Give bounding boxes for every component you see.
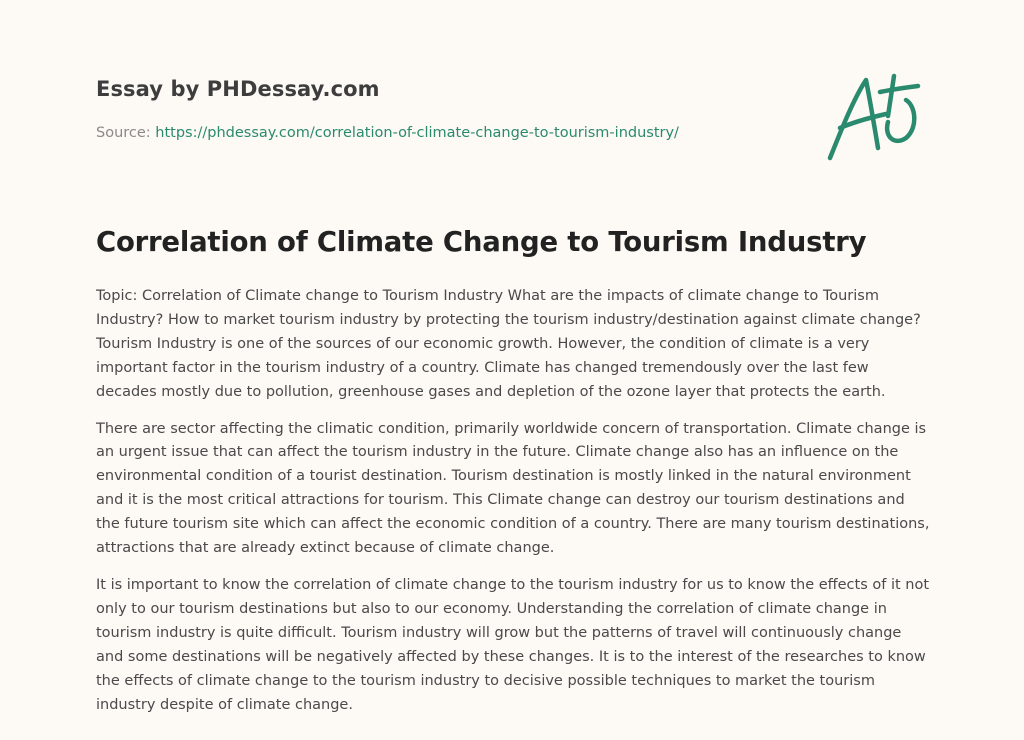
essay-paragraph: It is important to know the correlation of climate change to the tourism industry for us to know the effects of it not only to our tourism destinations but also to our economy. Understanding the correlation of climate change in tourism industry is quite difficult. Tourism industry will grow but the patterns of travel will continuously change and some destinations will be negatively affected by these changes. It is to the interest of the researches to know the effects of climate change to the tourism industry to decisive possible techniques to market the tourism industry despite of climate change.	[96, 576, 930, 713]
essay-paragraph: Topic: Correlation of Climate change to Tourism Industry What are the impacts of climate change to Tourism Industry? How to market tourism industry by protecting the tourism industry/destination against climate change? Tourism Industry is one of the sources of our economic growth. However, the condition of climate is a very important factor in the tourism industry of a country. Climate has changed tremendously over the last few decades mostly due to pollution, greenhouse gases and depletion of the ozone layer that protects the earth.	[96, 288, 921, 400]
a-plus-logo-icon	[820, 66, 930, 166]
source-label: Source:	[96, 125, 156, 141]
source-line	[96, 125, 679, 141]
essay-body	[96, 285, 932, 730]
source-link[interactable]: https://phdessay.com/correlation-of-climate-change-to-tourism-industry/	[155, 125, 679, 141]
essay-title: Correlation of Climate Change to Tourism Industry	[96, 226, 867, 258]
essay-paragraph: There are sector affecting the climatic condition, primarily worldwide concern of transportation. Climate change is an urgent issue that can affect the tourism industry in the future. Climate change also has an influence on the environmental condition of a tourist destination. Tourism destination is mostly linked in the natural environment and it is the most critical attractions for tourism. This Climate change can destroy our tourism destinations and the future tourism site which can affect the economic condition of a country. There are many tourism destinations, attractions that are already extinct because of climate change.	[96, 420, 930, 557]
site-title: Essay by PHDessay.com	[96, 77, 380, 101]
